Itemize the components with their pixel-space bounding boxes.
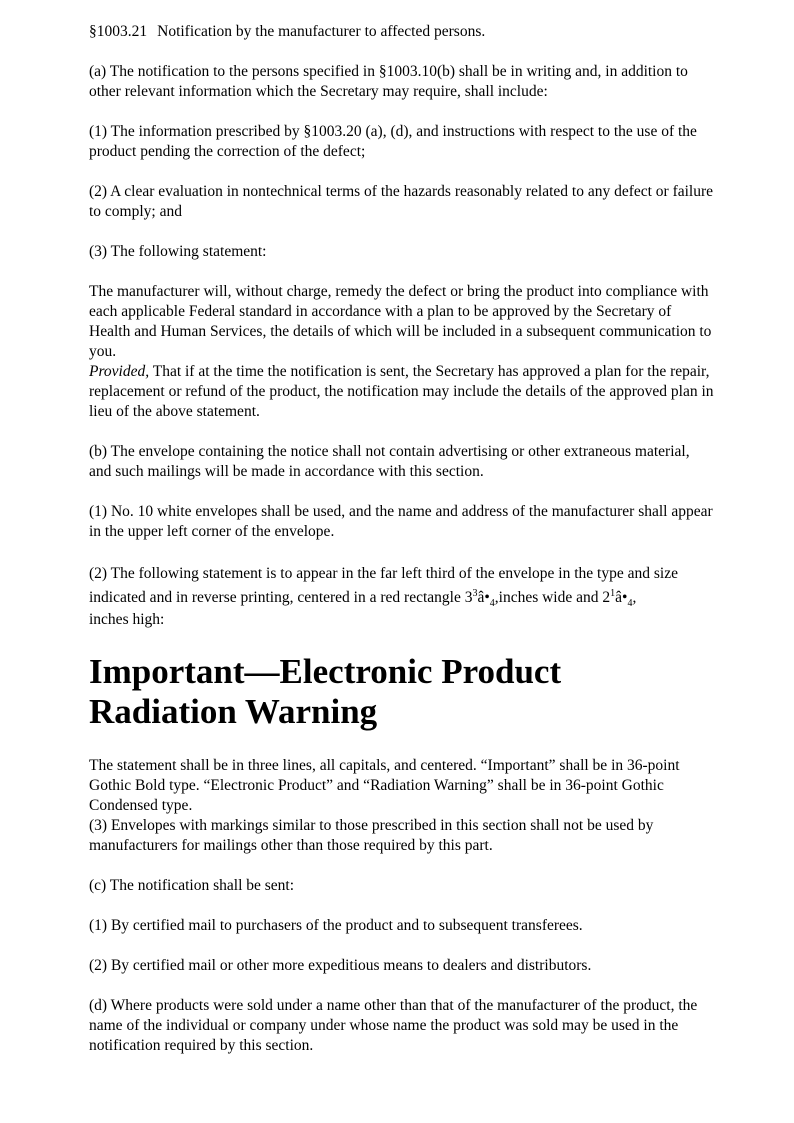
width-fraction-garble: â• — [477, 589, 490, 606]
height-fraction-numerator: 1 — [610, 587, 616, 599]
paragraph-a: (a) The notification to the persons specified in §1003.10(b) shall be in writing and, in addition to other relevant information which the Secretary may require, shall include: — [89, 63, 688, 100]
statement-format-paragraph: The statement shall be in three lines, all capitals, and centered. “Important” shall be in 36-point Gothic Bold type. “Electronic Product” and “Radiation Warning” shall be in 36-point Gothic Condensed type. — [89, 757, 680, 814]
paragraph-b-2 — [89, 562, 714, 632]
section-heading — [89, 22, 714, 42]
paragraph-d: (d) Where products were sold under a name other than that of the manufacturer of the product, the name of the individual or company under whose name the product was sold may be used in the notification required by this section. — [89, 997, 698, 1054]
width-fraction-denominator: 4 — [489, 598, 495, 610]
paragraph-b-3: (3) Envelopes with markings similar to those prescribed in this section shall not be used by manufacturers for mailings other than those required by this part. — [89, 817, 654, 854]
paragraph-a-1: (1) The information prescribed by §1003.20 (a), (d), and instructions with respect to the use of the product pending the correction of the defect; — [89, 123, 697, 160]
proviso-word: Provided, — [89, 363, 150, 380]
height-fraction-denominator: 4 — [627, 598, 633, 610]
section-title: Notification by the manufacturer to affected persons. — [157, 23, 486, 40]
paragraph-a-2: (2) A clear evaluation in nontechnical terms of the hazards reasonably related to any defect or failure to comply; and — [89, 183, 714, 220]
paragraph-b-2-text: (2) The following statement is to appear in the far left third of the envelope in the type and size indicated and in reverse printing, centered in a red rectangle 3 — [89, 565, 678, 606]
paragraph-b: (b) The envelope containing the notice shall not contain advertising or other extraneous material, and such mailings will be made in accordance with this section. — [89, 443, 690, 480]
paragraph-b-2-comma: , — [632, 589, 637, 606]
paragraph-a-3: (3) The following statement: — [89, 243, 267, 260]
proviso-paragraph — [89, 362, 714, 422]
height-fraction-garble: â• — [615, 589, 628, 606]
section-number: §1003.21 — [89, 23, 148, 40]
document-page — [89, 22, 714, 1076]
paragraph-c: (c) The notification shall be sent: — [89, 877, 295, 894]
paragraph-c-2: (2) By certified mail or other more expeditious means to dealers and distributors. — [89, 957, 592, 974]
required-statement: The manufacturer will, without charge, remedy the defect or bring the product into compliance with each applicable Federal standard in accordance with a plan to be approved by the Secretary of Health and Human Services, the details of which will be included in a subsequent communication to you. — [89, 283, 712, 360]
width-fraction-numerator: 3 — [472, 587, 478, 599]
paragraph-b-2-end: inches high: — [89, 611, 165, 628]
paragraph-c-1: (1) By certified mail to purchasers of the product and to subsequent transferees. — [89, 917, 583, 934]
paragraph-b-2-mid: ,inches wide and 2 — [494, 589, 611, 606]
paragraph-b-1: (1) No. 10 white envelopes shall be used, and the name and address of the manufacturer shall appear in the upper left corner of the envelope. — [89, 503, 713, 540]
proviso-text: That if at the time the notification is sent, the Secretary has approved a plan for the repair, replacement or refund of the product, the notification may include the details of the approved plan in lieu of the above statement. — [89, 363, 714, 420]
warning-heading: Important—Electronic Product Radiation Warning — [89, 652, 562, 731]
